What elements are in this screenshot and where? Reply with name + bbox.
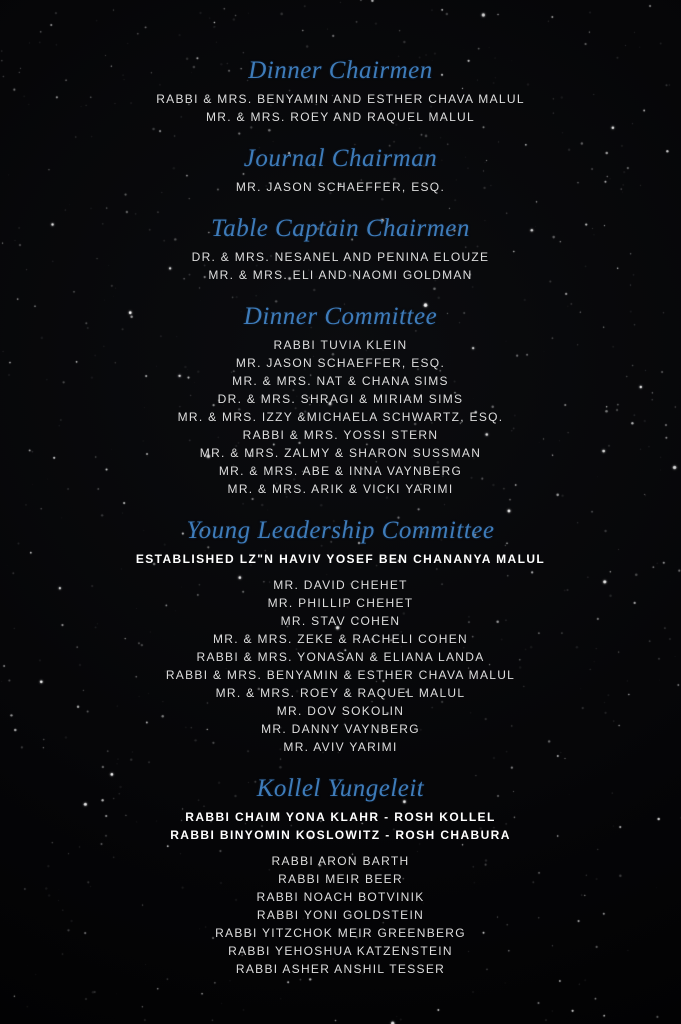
name-line: MR. & MRS. ELI AND NAOMI GOLDMAN xyxy=(208,268,473,282)
name-line: MR. & MRS. ARIK & VICKI YARIMI xyxy=(227,482,454,496)
name-line: RABBI YEHOSHUA KATZENSTEIN xyxy=(228,944,453,958)
committee-section xyxy=(0,145,681,196)
name-line: MR. & MRS. NAT & CHANA SIMS xyxy=(232,374,449,388)
name-group xyxy=(0,852,681,978)
name-line: RABBI ASHER ANSHIL TESSER xyxy=(235,962,446,976)
section-heading: Dinner Chairmen xyxy=(248,57,433,84)
name-group xyxy=(0,248,681,284)
name-line: MR. & MRS. ZALMY & SHARON SUSSMAN xyxy=(199,446,482,460)
name-line: RABBI YONI GOLDSTEIN xyxy=(256,908,425,922)
name-line: RABBI & MRS. BENYAMIN AND ESTHER CHAVA MALUL xyxy=(156,92,525,106)
committee-section xyxy=(0,517,681,756)
name-line: MR. JASON SCHAEFFER, ESQ. xyxy=(235,180,446,194)
name-line: MR. AVIV YARIMI xyxy=(283,740,398,754)
name-line: RABBI & MRS. YONASAN & ELIANA LANDA xyxy=(196,650,485,664)
committee-section xyxy=(0,303,681,498)
section-heading: Kollel Yungeleit xyxy=(256,775,425,802)
name-line: RABBI & MRS. BENYAMIN & ESTHER CHAVA MALUL xyxy=(165,668,516,682)
name-line: DR. & MRS. SHRAGI & MIRIAM SIMS xyxy=(217,392,464,406)
name-group xyxy=(0,90,681,126)
name-line: DR. & MRS. NESANEL AND PENINA ELOUZE xyxy=(191,250,490,264)
name-line: MR. DAVID CHEHET xyxy=(273,578,408,592)
name-line: MR. JASON SCHAEFFER, ESQ. xyxy=(235,356,446,370)
name-line: RABBI ARON BARTH xyxy=(271,854,410,868)
name-line: RABBI BINYOMIN KOSLOWITZ - ROSH CHABURA xyxy=(170,828,511,842)
name-line: MR. & MRS. ROEY AND RAQUEL MALUL xyxy=(206,110,475,124)
committee-section xyxy=(0,57,681,126)
name-line: RABBI CHAIM YONA KLAHR - ROSH KOLLEL xyxy=(185,810,496,824)
name-group xyxy=(0,336,681,498)
name-line: RABBI NOACH BOTVINIK xyxy=(256,890,425,904)
name-line: RABBI MEIR BEER xyxy=(278,872,403,886)
name-line: MR. & MRS. ROEY & RAQUEL MALUL xyxy=(215,686,466,700)
section-heading: Table Captain Chairmen xyxy=(211,215,470,242)
name-line: MR. & MRS. ZEKE & RACHELI COHEN xyxy=(213,632,468,646)
section-heading: Journal Chairman xyxy=(243,145,438,172)
name-group xyxy=(0,178,681,196)
name-line: RABBI & MRS. YOSSI STERN xyxy=(242,428,439,442)
name-line: RABBI TUVIA KLEIN xyxy=(273,338,408,352)
emphasized-name-group xyxy=(0,550,681,568)
section-heading: Young Leadership Committee xyxy=(186,517,495,544)
name-line: ESTABLISHED LZ"N HAVIV YOSEF BEN CHANANYA MALUL xyxy=(135,552,546,566)
name-line: MR. & MRS. IZZY &MICHAELA SCHWARTZ, ESQ. xyxy=(177,410,504,424)
name-line: MR. PHILLIP CHEHET xyxy=(267,596,414,610)
section-heading: Dinner Committee xyxy=(243,303,438,330)
name-line: MR. & MRS. ABE & INNA VAYNBERG xyxy=(218,464,463,478)
name-line: RABBI YITZCHOK MEIR GREENBERG xyxy=(215,926,466,940)
name-group xyxy=(0,576,681,756)
committee-section xyxy=(0,215,681,284)
name-line: MR. STAV COHEN xyxy=(280,614,401,628)
emphasized-name-group xyxy=(0,808,681,844)
name-line: MR. DOV SOKOLIN xyxy=(276,704,405,718)
name-line: MR. DANNY VAYNBERG xyxy=(261,722,420,736)
committee-section xyxy=(0,775,681,978)
